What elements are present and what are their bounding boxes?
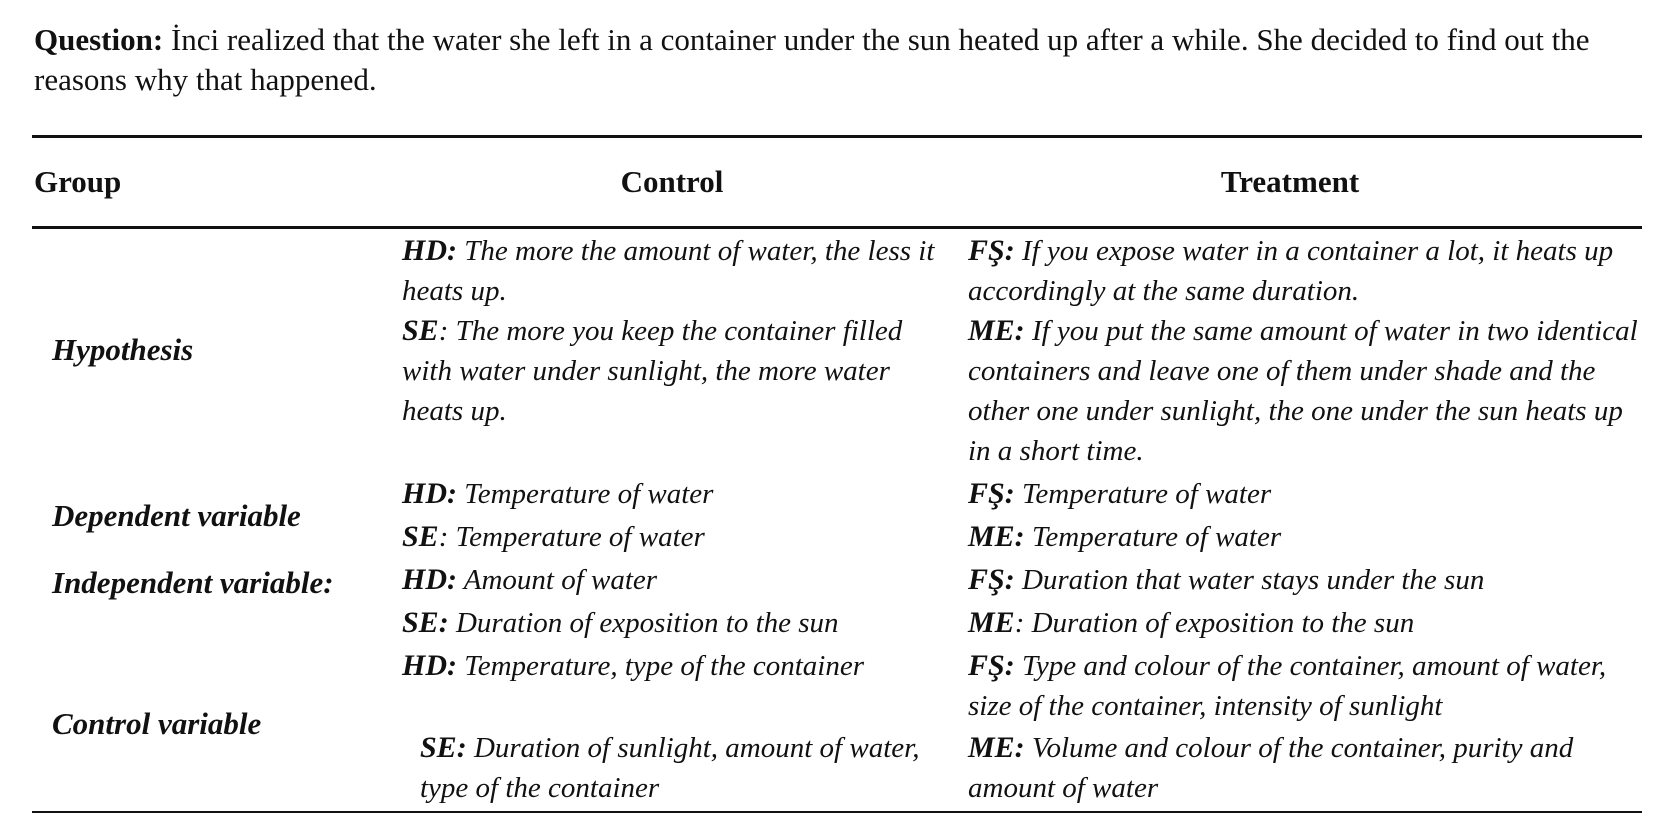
cell-text: Temperature, type of the container (457, 650, 865, 682)
hypothesis-treatment-me (968, 311, 1638, 471)
abbr-hd: HD: (402, 563, 457, 596)
abbr-fs: FŞ: (968, 234, 1015, 267)
abbr-me: ME: (968, 314, 1025, 347)
cell-text: If you expose water in a container a lot, it heats up accordingly at the same duration. (968, 235, 1614, 307)
cell-text: : Duration of exposition to the sun (1014, 607, 1415, 639)
header-group: Group (34, 164, 122, 199)
cell-text: : Temperature of water (438, 521, 705, 553)
cell-text: Volume and colour of the container, purity and amount of water (968, 732, 1574, 804)
control-variable-treatment-me (968, 728, 1638, 808)
cell-text: Temperature of water (457, 478, 714, 510)
dependent-control-se (402, 517, 947, 557)
row-label-dependent-variable: Dependent variable (52, 498, 301, 533)
hypothesis-control-se (402, 311, 947, 431)
abbr-fs: FŞ: (968, 563, 1015, 596)
abbr-hd: HD: (402, 649, 457, 682)
abbr-me: ME: (968, 731, 1025, 764)
independent-treatment-me (968, 603, 1638, 643)
control-variable-treatment-fs (968, 646, 1638, 726)
dependent-control-hd (402, 474, 947, 514)
cell-text: Temperature of water (1014, 478, 1272, 510)
abbr-me: ME: (968, 520, 1025, 553)
question-text: İnci realized that the water she left in a container under the sun heated up after a while. She decided to find out the reasons why that happened. (34, 22, 1590, 97)
abbr-hd: HD: (402, 477, 457, 510)
cell-text: The more the amount of water, the less it heats up. (402, 235, 935, 307)
dependent-treatment-me (968, 517, 1638, 557)
cell-text: Temperature of water (1024, 521, 1282, 553)
cell-text: : The more you keep the container filled with water under sunlight, the more water heats up. (402, 315, 903, 427)
abbr-hd: HD: (402, 234, 457, 267)
abbr-se: SE: (402, 606, 449, 639)
cell-text: If you put the same amount of water in two identical containers and leave one of them under shade and the other one under sunlight, the one under the sun heats up in a short time. (968, 315, 1638, 467)
question-label: Question: (34, 22, 164, 57)
header-control: Control (620, 164, 724, 199)
hypothesis-treatment-fs (968, 231, 1638, 311)
row-label-control-variable: Control variable (52, 706, 262, 741)
row-label-independent-variable: Independent variable: (52, 565, 334, 600)
independent-treatment-fs (968, 560, 1638, 600)
control-variable-control-se (420, 728, 947, 808)
abbr-fs: FŞ: (968, 649, 1015, 682)
cell-text: Duration of exposition to the sun (448, 607, 839, 639)
hypothesis-control-hd (402, 231, 947, 311)
header-treatment: Treatment (1220, 164, 1360, 199)
cell-text: Type and colour of the container, amount of water, size of the container, intensity of sunlight (968, 650, 1607, 722)
cell-text: Duration that water stays under the sun (1014, 564, 1485, 596)
table-bottom-rule (32, 811, 1642, 813)
dependent-treatment-fs (968, 474, 1638, 514)
question-paragraph (34, 20, 1644, 100)
abbr-se: SE: (420, 731, 467, 764)
cell-text: Duration of sunlight, amount of water, type of the container (420, 732, 920, 804)
table-header-rule (32, 226, 1642, 229)
control-variable-control-hd (402, 646, 947, 686)
table-top-rule (32, 135, 1642, 138)
independent-control-se (402, 603, 947, 643)
abbr-me: ME (968, 606, 1015, 639)
independent-control-hd (402, 560, 947, 600)
row-label-hypothesis: Hypothesis (52, 332, 194, 367)
cell-text: Amount of water (457, 564, 658, 596)
abbr-fs: FŞ: (968, 477, 1015, 510)
abbr-se: SE (402, 520, 439, 553)
abbr-se: SE (402, 314, 439, 347)
